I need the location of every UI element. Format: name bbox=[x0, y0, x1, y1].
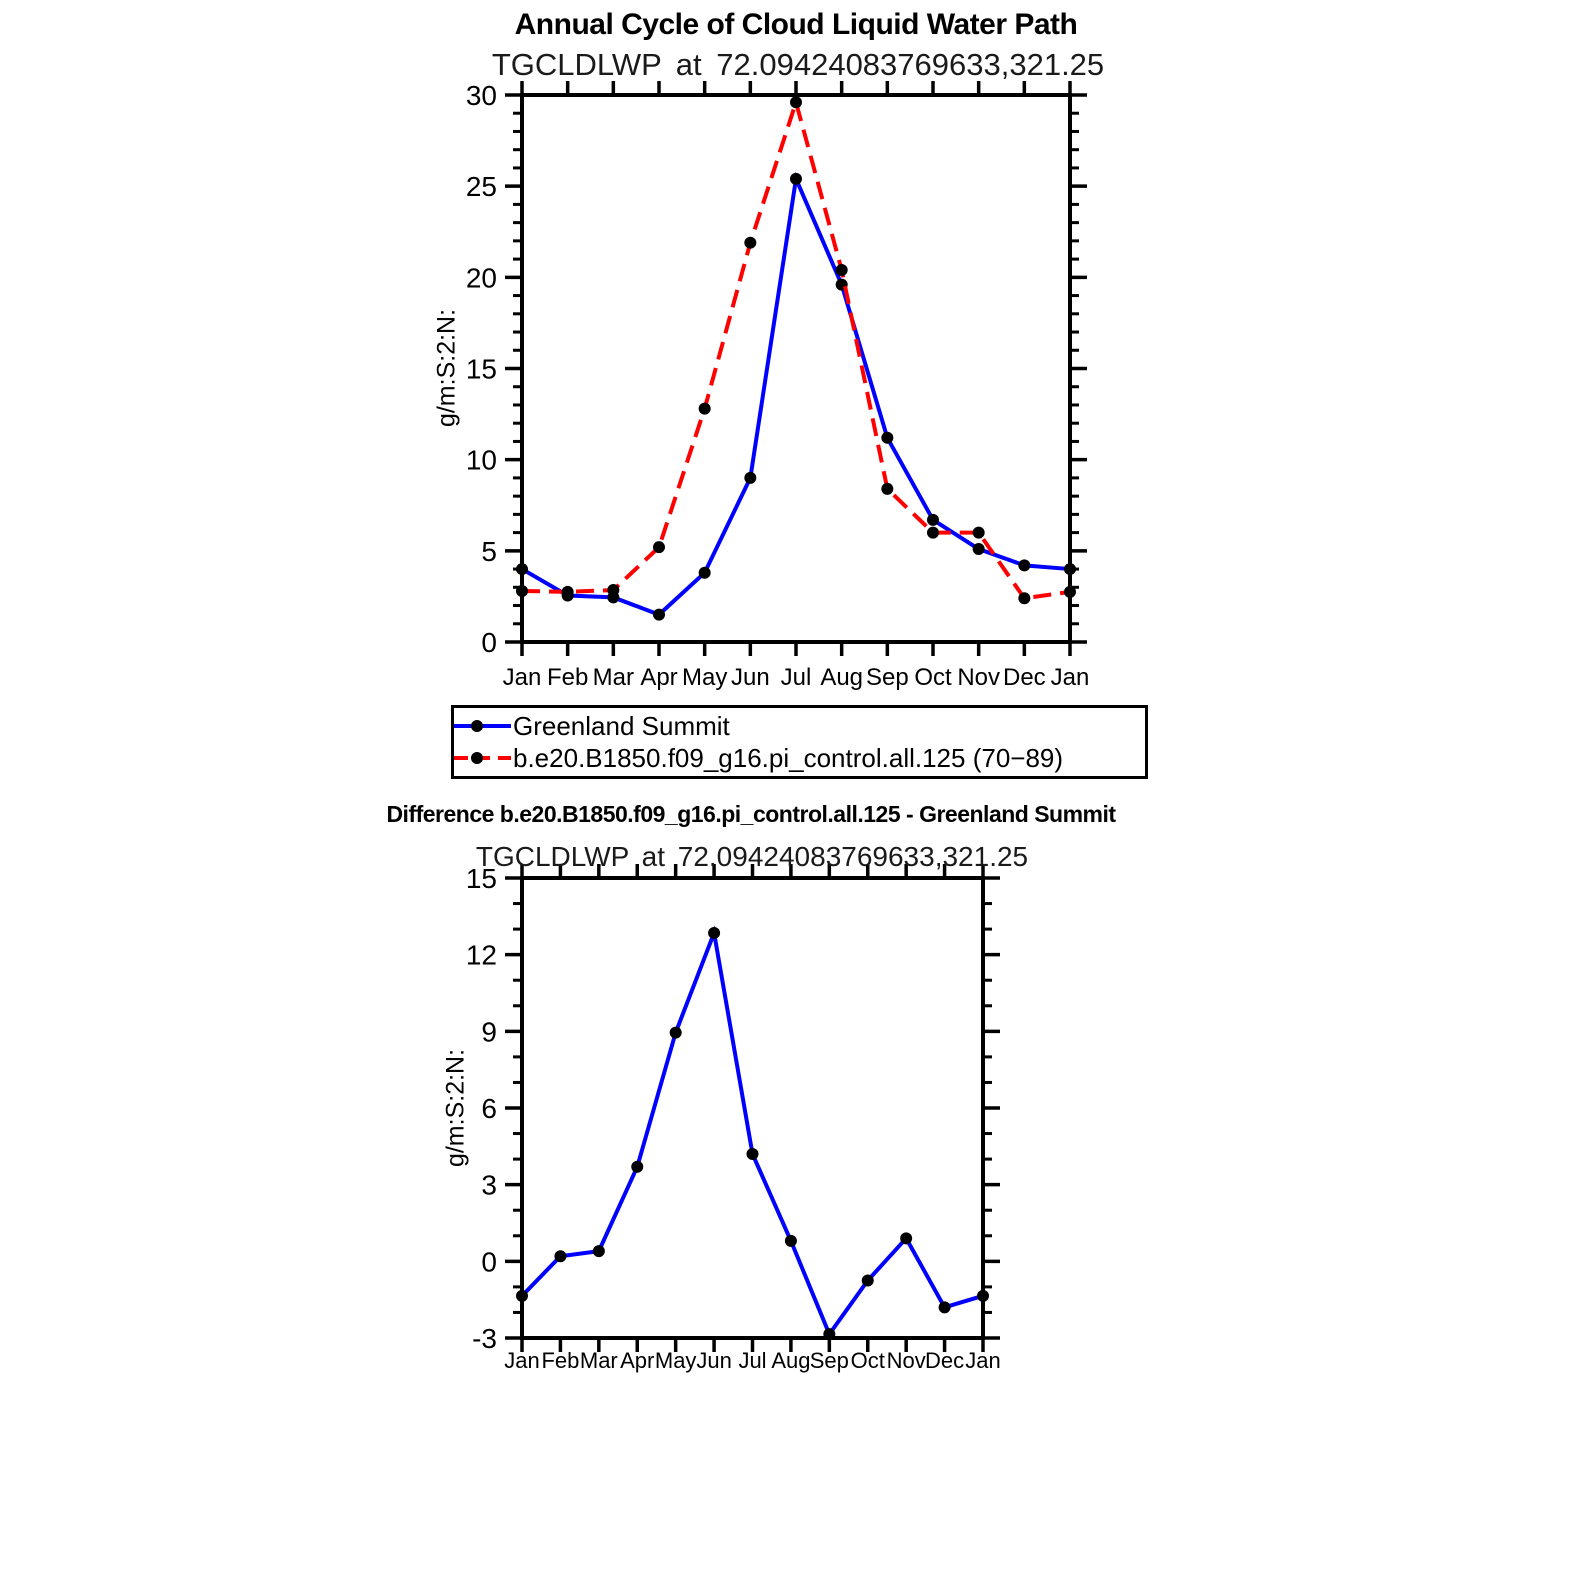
data-point-marker bbox=[699, 567, 711, 579]
data-point-marker bbox=[973, 527, 985, 539]
data-point-marker bbox=[785, 1235, 797, 1247]
data-point-marker bbox=[516, 1290, 528, 1302]
data-point-marker bbox=[790, 173, 802, 185]
data-point-marker bbox=[607, 584, 619, 596]
legend-marker-dot bbox=[471, 720, 483, 732]
x-tick-label: Oct bbox=[914, 664, 952, 691]
top-chart-y-axis-label: g/m:S:2:N: bbox=[432, 308, 461, 428]
bottom-chart-plot bbox=[466, 863, 1001, 1373]
data-point-marker bbox=[939, 1301, 951, 1313]
data-point-marker bbox=[699, 403, 711, 415]
bottom-chart-subtitle: TGCLDLWP at 72.09424083769633,321.25 bbox=[475, 841, 1029, 872]
y-tick-label: 3 bbox=[481, 1169, 497, 1201]
legend-entry-model bbox=[454, 742, 1145, 774]
x-tick-label: Feb bbox=[546, 664, 589, 691]
series-line bbox=[522, 933, 983, 1334]
y-tick-label: 12 bbox=[465, 939, 497, 971]
data-point-marker bbox=[554, 1250, 566, 1262]
data-point-marker bbox=[862, 1275, 874, 1287]
y-tick-label: -3 bbox=[472, 1323, 497, 1354]
x-tick-label: Apr bbox=[640, 664, 678, 691]
y-tick-label: 6 bbox=[481, 1093, 497, 1124]
data-point-marker bbox=[747, 1148, 759, 1160]
data-point-marker bbox=[670, 1027, 682, 1039]
legend-entry-observation bbox=[454, 710, 1145, 742]
y-tick-label: 9 bbox=[481, 1016, 497, 1048]
data-point-marker bbox=[562, 586, 574, 598]
top-chart-subtitle: TGCLDLWP at 72.09424083769633,321.25 bbox=[491, 47, 1105, 82]
data-point-marker bbox=[1064, 586, 1076, 598]
legend-box bbox=[451, 705, 1148, 779]
series-line bbox=[522, 179, 1070, 615]
data-point-marker bbox=[708, 927, 720, 939]
data-point-marker bbox=[881, 432, 893, 444]
x-tick-label: Dec bbox=[1002, 664, 1046, 691]
data-point-marker bbox=[1064, 563, 1076, 575]
legend-dashed-line-sample bbox=[454, 756, 511, 760]
x-tick-label: May bbox=[654, 1348, 697, 1373]
y-tick-label: 30 bbox=[465, 80, 497, 111]
data-point-marker bbox=[1018, 592, 1030, 604]
x-tick-label: Mar bbox=[592, 664, 635, 691]
x-tick-label: Aug bbox=[771, 1348, 811, 1373]
data-point-marker bbox=[1018, 559, 1030, 571]
data-point-marker bbox=[744, 237, 756, 249]
data-point-marker bbox=[823, 1328, 835, 1340]
legend-marker-dot bbox=[471, 752, 483, 764]
data-point-marker bbox=[977, 1290, 989, 1302]
y-tick-label: 20 bbox=[465, 262, 497, 294]
x-tick-label: Dec bbox=[925, 1348, 965, 1373]
x-tick-label: Jan bbox=[504, 1348, 540, 1373]
y-tick-label: 15 bbox=[465, 353, 497, 385]
x-tick-label: Apr bbox=[620, 1348, 655, 1373]
data-point-marker bbox=[927, 527, 939, 539]
y-tick-label: 25 bbox=[465, 171, 497, 203]
bottom-chart-title: Difference b.e20.B1850.f09_g16.pi_control.all.125 - Greenland Summit bbox=[386, 801, 1116, 827]
data-point-marker bbox=[516, 585, 528, 597]
x-tick-label: Sep bbox=[809, 1348, 849, 1373]
bottom-chart-y-axis-label: g/m:S:2:N: bbox=[441, 1048, 470, 1168]
data-point-marker bbox=[927, 514, 939, 526]
x-tick-label: Jan bbox=[965, 1348, 1001, 1373]
data-point-marker bbox=[631, 1161, 643, 1173]
data-point-marker bbox=[900, 1232, 912, 1244]
x-tick-label: Jun bbox=[730, 664, 770, 691]
data-point-marker bbox=[836, 264, 848, 276]
y-tick-label: 0 bbox=[481, 627, 497, 658]
top-chart-plot bbox=[466, 80, 1090, 691]
x-tick-label: Jan bbox=[1050, 664, 1090, 691]
x-tick-label: Nov bbox=[957, 664, 1001, 691]
data-point-marker bbox=[593, 1245, 605, 1257]
x-tick-label: Sep bbox=[865, 664, 909, 691]
x-tick-label: May bbox=[681, 664, 728, 691]
legend-solid-line-sample bbox=[454, 724, 511, 728]
x-tick-label: Jun bbox=[696, 1348, 732, 1373]
data-point-marker bbox=[653, 609, 665, 621]
data-point-marker bbox=[881, 483, 893, 495]
x-tick-label: Oct bbox=[850, 1348, 885, 1373]
x-tick-label: Feb bbox=[541, 1348, 580, 1373]
plot-frame bbox=[522, 878, 983, 1338]
y-tick-label: 5 bbox=[481, 535, 497, 567]
y-tick-label: 10 bbox=[465, 444, 497, 476]
data-point-marker bbox=[744, 472, 756, 484]
data-point-marker bbox=[973, 543, 985, 555]
x-tick-label: Jul bbox=[780, 664, 812, 691]
data-point-marker bbox=[790, 96, 802, 108]
y-tick-label: 0 bbox=[481, 1246, 497, 1278]
data-point-marker bbox=[516, 563, 528, 575]
x-tick-label: Aug bbox=[820, 664, 864, 691]
x-tick-label: Nov bbox=[886, 1348, 926, 1373]
data-point-marker bbox=[653, 541, 665, 553]
top-chart-title: Annual Cycle of Cloud Liquid Water Path bbox=[514, 8, 1078, 41]
legend-label: b.e20.B1850.f09_g16.pi_control.all.125 (70−89) bbox=[513, 742, 1064, 773]
legend-label: Greenland Summit bbox=[513, 710, 730, 741]
y-tick-label: 15 bbox=[465, 863, 497, 894]
x-tick-label: Jul bbox=[738, 1348, 767, 1373]
x-tick-label: Jan bbox=[502, 664, 542, 691]
x-tick-label: Mar bbox=[579, 1348, 618, 1373]
